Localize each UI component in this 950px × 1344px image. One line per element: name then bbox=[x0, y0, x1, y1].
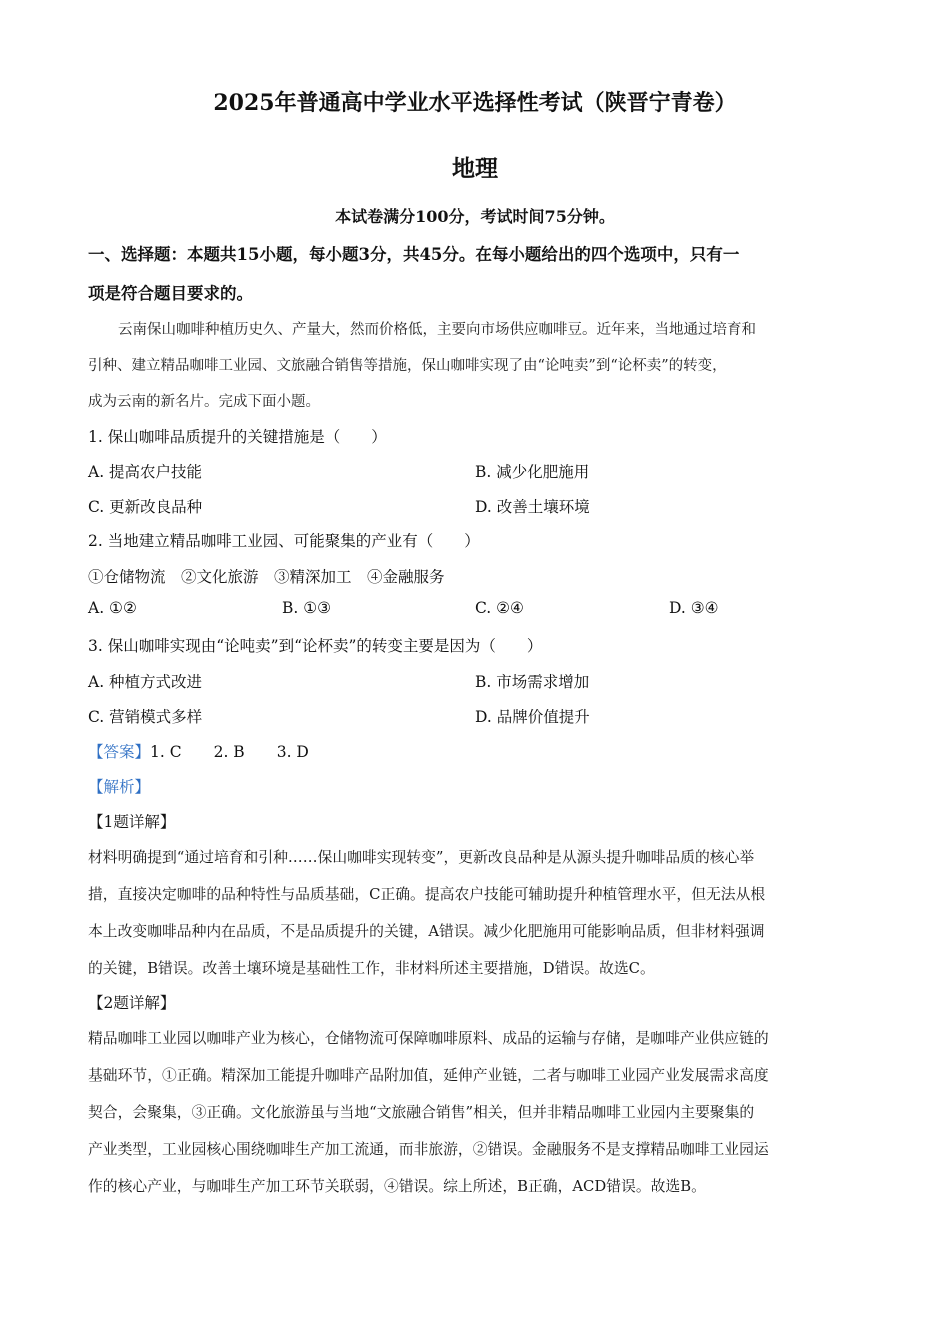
answer-label: 【答案】 bbox=[88, 743, 151, 761]
detail-2-line: 产业类型，工业园核心围绕咖啡生产加工流通，而非旅游，②错误。金融服务不是支撑精品咖啡工业园运 bbox=[88, 1141, 769, 1158]
detail-1-line: 的关键，B错误。改善土壤环境是基础性工作，非材料所述主要措施，D错误。故选C。 bbox=[88, 960, 655, 977]
passage-line: 云南保山咖啡种植历史久、产量大，然而价格低，主要向市场供应咖啡豆。近年来，当地通过培育和 bbox=[118, 322, 756, 338]
detail-2-heading: 【2题详解】 bbox=[88, 994, 176, 1012]
detail-2-line: 作的核心产业，与咖啡生产加工环节关联弱，④错误。综上所述，B正确，ACD错误。故选B。 bbox=[88, 1178, 706, 1195]
detail-2-line: 精品咖啡工业园以咖啡产业为核心，仓储物流可保障咖啡原料、成品的运输与存储，是咖啡产业供应链的 bbox=[88, 1030, 769, 1047]
answer-1: 1. C bbox=[150, 743, 182, 761]
question-1-stem: 1. 保山咖啡品质提升的关键措施是（ ） bbox=[88, 428, 387, 446]
detail-1-line: 材料明确提到“通过培育和引种……保山咖啡实现转变”，更新改良品种是从源头提升咖啡品质的核心举 bbox=[88, 849, 755, 866]
detail-1-line: 本上改变咖啡品种内在品质，不是品质提升的关键，A错误。减少化肥施用可能影响品质，但非材料强调 bbox=[88, 923, 765, 940]
answer-line bbox=[88, 740, 309, 762]
question-2-items: ①仓储物流 ②文化旅游 ③精深加工 ④金融服务 bbox=[88, 568, 445, 586]
answer-3: 3. D bbox=[276, 743, 309, 761]
question-3-option-d: D. 品牌价值提升 bbox=[475, 708, 590, 726]
question-2-option-b: B. ①③ bbox=[282, 599, 332, 617]
question-2-stem: 2. 当地建立精品咖啡工业园、可能聚集的产业有（ ） bbox=[88, 532, 480, 550]
question-3-option-c: C. 营销模式多样 bbox=[88, 708, 203, 726]
question-1-option-a: A. 提高农户技能 bbox=[88, 463, 203, 481]
question-1-option-d: D. 改善土壤环境 bbox=[475, 498, 590, 516]
passage-line: 成为云南的新名片。完成下面小题。 bbox=[88, 394, 320, 410]
section-heading-line1: 一、选择题：本题共15小题，每小题3分，共45分。在每小题给出的四个选项中，只有一 bbox=[88, 245, 740, 264]
question-3-option-a: A. 种植方式改进 bbox=[88, 673, 203, 691]
detail-1-heading: 【1题详解】 bbox=[88, 813, 176, 831]
passage-line: 引种、建立精品咖啡工业园、文旅融合销售等措施，保山咖啡实现了由“论吨卖”到“论杯卖”的转变， bbox=[88, 358, 727, 374]
question-2-option-c: C. ②④ bbox=[475, 599, 524, 617]
section-heading-line2: 项是符合题目要求的。 bbox=[88, 284, 253, 303]
page-title: 2025年普通高中学业水平选择性考试（陕晋宁青卷） bbox=[213, 90, 737, 116]
analysis-label: 【解析】 bbox=[88, 778, 151, 796]
question-3-stem: 3. 保山咖啡实现由“论吨卖”到“论杯卖”的转变主要是因为（ ） bbox=[88, 637, 543, 655]
answer-2: 2. B bbox=[213, 743, 245, 761]
detail-1-line: 措，直接决定咖啡的品种特性与品质基础，C正确。提高农户技能可辅助提升种植管理水平，但无法从根 bbox=[88, 886, 766, 903]
question-2-option-d: D. ③④ bbox=[669, 599, 719, 617]
subject-title: 地理 bbox=[452, 155, 498, 182]
detail-2-line: 基础环节，①正确。精深加工能提升咖啡产品附加值，延伸产业链，二者与咖啡工业园产业发展需求高度 bbox=[88, 1067, 769, 1084]
exam-info: 本试卷满分100分，考试时间75分钟。 bbox=[335, 207, 615, 226]
detail-2-line: 契合，会聚集，③正确。文化旅游虽与当地“文旅融合销售”相关，但并非精品咖啡工业园内主要聚集的 bbox=[88, 1104, 755, 1121]
question-1-option-c: C. 更新改良品种 bbox=[88, 498, 203, 516]
question-1-option-b: B. 减少化肥施用 bbox=[475, 463, 590, 481]
question-2-option-a: A. ①② bbox=[88, 599, 137, 617]
question-3-option-b: B. 市场需求增加 bbox=[475, 673, 590, 691]
